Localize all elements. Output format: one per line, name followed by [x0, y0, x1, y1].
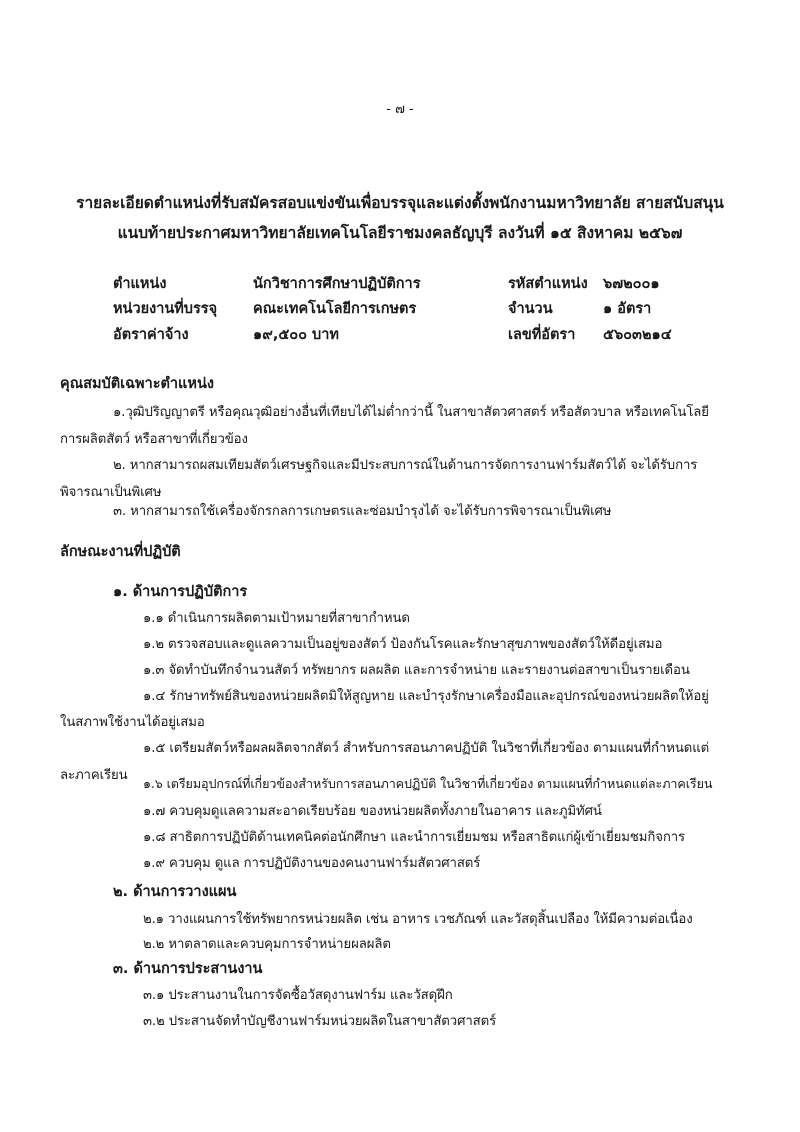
- label-count: จำนวน: [508, 301, 553, 317]
- list-item-continuation: ละภาคเรียน: [60, 768, 128, 783]
- list-item: ๑.๑ ดำเนินการผลิตตามเป้าหมายที่สาขากำหนด: [143, 611, 410, 626]
- list-item: ๑.๘ สาธิตการปฏิบัติด้านเทคนิคต่อนักศึกษา และนำการเยี่ยมชม หรือสาธิตแก่ผู้เข้าเยี่ยมชมกิจการ: [143, 830, 686, 845]
- value-position: นักวิชาการศึกษาปฏิบัติการ: [253, 276, 421, 292]
- value-salary: ๑๙,๕๐๐ บาท: [253, 327, 339, 343]
- label-position: ตำแหน่ง: [113, 276, 167, 292]
- list-item: ๑.๓ จัดทำบันทึกจำนวนสัตว์ ทรัพยากร ผลผลิต และการจำหน่าย และรายงานต่อสาขาเป็นรายเดือน: [143, 663, 690, 678]
- qualification-item-3-line-1: ๓. หากสามารถใช้เครื่องจักรกลการเกษตรและซ่อมบำรุงได้ จะได้รับการพิจารณาเป็นพิเศษ: [113, 504, 612, 519]
- list-item: ๒.๒ หาตลาดและควบคุมการจำหน่ายผลผลิต: [143, 937, 391, 952]
- value-unit: คณะเทคโนโลยีการเกษตร: [253, 301, 417, 317]
- duty-group-title: ๓. ด้านการประสานงาน: [113, 961, 263, 977]
- list-item: ๓.๑ ประสานงานในการจัดซื้อวัสดุงานฟาร์ม และวัสดุฝึก: [143, 988, 453, 1003]
- value-position-code: ๖๗๒๐๐๑: [603, 276, 660, 292]
- list-item-continuation: ในสภาพใช้งานได้อยู่เสมอ: [60, 715, 205, 730]
- label-rate-number: เลขที่อัตรา: [508, 327, 576, 343]
- list-item: ๓.๒ ประสานจัดทำบัญชีงานฟาร์มหน่วยผลิตในสาขาสัตวศาสตร์: [143, 1014, 497, 1029]
- qualifications-heading: คุณสมบัติเฉพาะตำแหน่ง: [60, 376, 214, 392]
- list-item: ๒.๑ วางแผนการใช้ทรัพยากรหน่วยผลิต เช่น อาหาร เวชภัณฑ์ และวัสดุสิ้นเปลือง ให้มีความต่อเนื่อง: [143, 912, 693, 927]
- label-position-code: รหัสตำแหน่ง: [508, 276, 588, 292]
- qualification-item-1-line-1: ๑.วุฒิปริญญาตรี หรือคุณวุฒิอย่างอื่นที่เทียบได้ไม่ต่ำกว่านี้ ในสาขาสัตวศาสตร์ หรือสัตวบาล หรือเทคโนโลยี: [113, 405, 709, 420]
- duties-heading: ลักษณะงานที่ปฏิบัติ: [60, 544, 181, 560]
- qualification-item-2-line-2: พิจารณาเป็นพิเศษ: [60, 485, 162, 500]
- list-item: ๑.๔ รักษาทรัพย์สินของหน่วยผลิตมิให้สูญหาย และบำรุงรักษาเครื่องมือและอุปกรณ์ของหน่วยผลิตให้อยู่: [143, 689, 709, 704]
- document-title-line-2: แนบท้ายประกาศมหาวิทยาลัยเทคโนโลยีราชมงคลธัญบุรี ลงวันที่ ๑๕ สิงหาคม ๒๕๖๗: [117, 224, 683, 242]
- duty-group-title: ๒. ด้านการวางแผน: [113, 884, 237, 900]
- value-count: ๑ อัตรา: [603, 301, 652, 317]
- list-item: ๑.๙ ควบคุม ดูแล การปฏิบัติงานของคนงานฟาร์มสัตวศาสตร์: [143, 856, 481, 871]
- list-item: ๑.๗ ควบคุมดูแลความสะอาดเรียบร้อย ของหน่วยผลิตทั้งภายในอาคาร และภูมิทัศน์: [143, 804, 602, 819]
- list-item: ๑.๕ เตรียมสัตว์หรือผลผลิตจากสัตว์ สำหรับการสอนภาคปฏิบัติ ในวิชาที่เกี่ยวข้อง ตามแผนที่กำหนดแต่: [143, 741, 710, 756]
- page-number: - ๗ -: [386, 102, 414, 117]
- document-title-line-1: รายละเอียดตำแหน่งที่รับสมัครสอบแข่งขันเพื่อบรรจุและแต่งตั้งพนักงานมหาวิทยาลัย สายสนับสนุน: [76, 194, 724, 212]
- qualification-item-2-line-1: ๒. หากสามารถผสมเทียมสัตว์เศรษฐกิจและมีประสบการณ์ในด้านการจัดการงานฟาร์มสัตว์ได้ จะได้รับการ: [113, 458, 698, 473]
- label-unit: หน่วยงานที่บรรจุ: [113, 301, 218, 317]
- list-item: ๑.๒ ตรวจสอบและดูแลความเป็นอยู่ของสัตว์ ป้องกันโรคและรักษาสุขภาพของสัตว์ให้ดีอยู่เสมอ: [143, 637, 663, 652]
- value-rate-number: ๕๖๐๓๒๑๔: [603, 327, 672, 343]
- label-salary: อัตราค่าจ้าง: [113, 327, 189, 343]
- list-item: ๑.๖ เตรียมอุปกรณ์ที่เกี่ยวข้องสำหรับการสอนภาคปฏิบัติ ในวิชาที่เกี่ยวข้อง ตามแผนที่กำหนดแต่ละภาคเรียน: [143, 776, 713, 791]
- duty-group-title: ๑. ด้านการปฏิบัติการ: [113, 584, 248, 600]
- qualification-item-1-line-2: การผลิตสัตว์ หรือสาขาที่เกี่ยวข้อง: [60, 432, 248, 447]
